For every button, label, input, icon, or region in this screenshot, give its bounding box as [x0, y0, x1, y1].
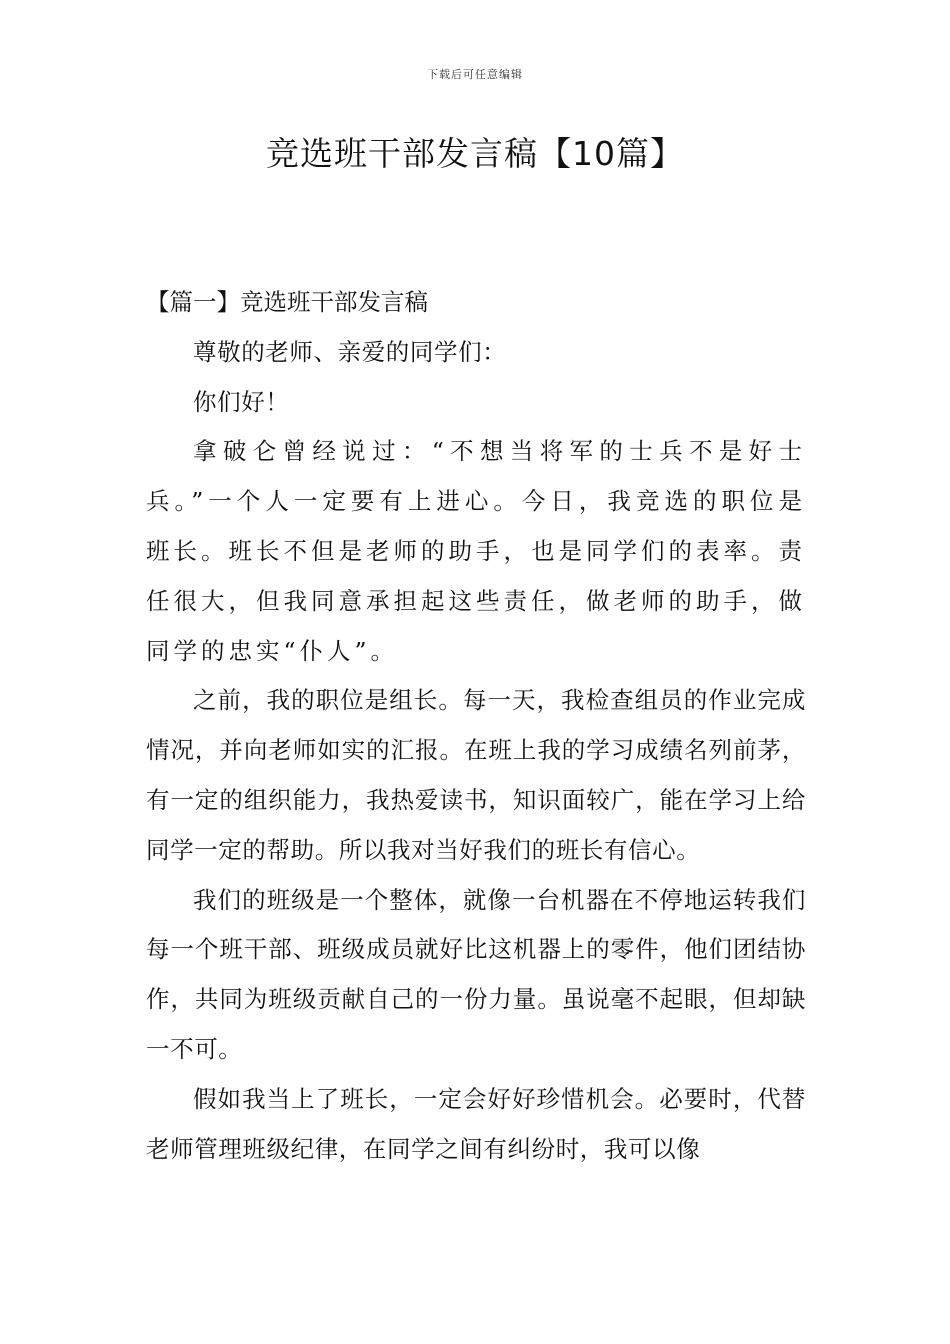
paragraph-greeting: 尊敬的老师、亲爱的同学们：: [193, 337, 507, 366]
paragraph-hello: 你们好！: [193, 387, 290, 416]
paragraph-if-elected: 假如我当上了班长，一定会好好珍惜机会。必要时，代替老师管理班级纪律，在同学之间有纠纷时，我可以像: [146, 1084, 806, 1163]
paragraph-previous-role: 之前，我的职位是组长。每一天，我检查组员的作业完成情况，并向老师如实的汇报。在班上我的学习成绩名列前茅，有一定的组织能力，我热爱读书，知识面较广，能在学习上给同学一定的帮助。所以我对当好我们的班长有信心。: [146, 686, 806, 864]
document-body: [146, 278, 806, 1174]
section-heading: 【篇一】竞选班干部发言稿: [146, 288, 428, 316]
paragraph-napoleon-quote: 拿破仑曾经说过：“不想当将军的士兵不是好士兵。”一个人一定要有上进心。今日，我竞选的职位是班长。班长不但是老师的助手，也是同学们的表率。责任很大，但我同意承担起这些责任，做老师的助手，做同学的忠实“仆人”。: [146, 437, 806, 665]
header-note: 下载后可任意编辑: [427, 68, 523, 81]
paragraph-class-whole: 我们的班级是一个整体，就像一台机器在不停地运转我们每一个班干部、班级成员就好比这机器上的零件，他们团结协作，共同为班级贡献自己的一份力量。虽说毫不起眼，但却缺一不可。: [146, 885, 806, 1063]
document-title: 竞选班干部发言稿【10篇】: [266, 134, 684, 173]
